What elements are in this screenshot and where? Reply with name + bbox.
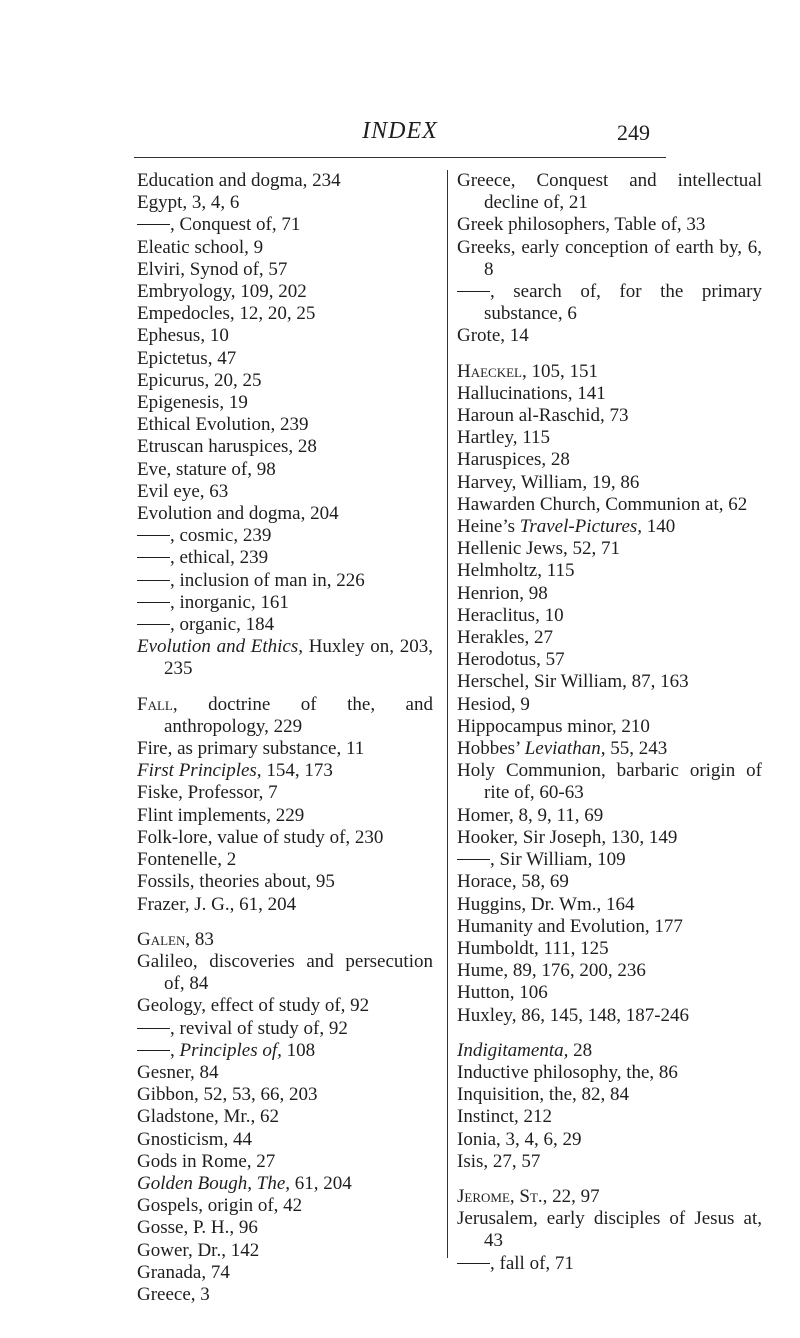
entry-text: , ethical, 239 [170,547,269,569]
index-entry [137,1262,433,1284]
index-subentry [137,614,433,636]
entry-text: Henrion, 98 [457,582,548,604]
index-entry [457,1040,762,1062]
entry-text: Humboldt, 111, 125 [457,937,609,959]
entry-text: 154, 173 [261,760,333,782]
index-subentry [457,1253,762,1275]
entry-text: Golden Bough, The, [137,1172,291,1194]
index-entry [457,361,762,383]
repeat-dash [137,535,170,536]
index-entry [457,583,762,605]
index-entry [137,192,433,214]
letter-group-gap [457,1173,762,1186]
repeat-dash [137,557,170,558]
entry-text: 55, 243 [605,738,668,760]
index-entry [457,982,762,1004]
entry-text: Empedocles, 12, 20, 25 [137,303,316,325]
entry-text: Herschel, Sir William, 87, 163 [457,671,689,693]
entry-text: , cosmic, 239 [170,525,272,547]
entry-text: Galileo, discoveries and persecution of, 84 [137,950,433,995]
repeat-dash [137,1028,170,1029]
entry-text: Helmholtz, 115 [457,560,575,582]
entry-text: Hallucinations, 141 [457,382,606,404]
entry-text: Gesner, 84 [137,1061,219,1083]
index-entry [137,636,433,680]
entry-text: Education and dogma, 234 [137,170,341,191]
entry-text: Fiske, Professor, 7 [137,782,278,804]
entry-text: 61, 204 [290,1172,352,1194]
repeat-dash [137,602,170,603]
index-entry [457,1062,762,1084]
index-entry [137,259,433,281]
index-subentry [137,525,433,547]
index-entry [457,405,762,427]
column-divider [447,170,448,1258]
index-subentry [137,1040,433,1062]
index-entry [137,459,433,481]
repeat-dash [137,1050,170,1051]
entry-text: Flint implements, 229 [137,804,305,826]
index-entry [457,805,762,827]
index-entry [457,1106,762,1128]
entry-text: Epictetus, 47 [137,347,237,369]
index-subentry [137,1018,433,1040]
index-entry [457,1084,762,1106]
index-entry [457,538,762,560]
index-entry [457,170,762,214]
entry-text: , organic, 184 [170,614,275,636]
index-entry [457,472,762,494]
index-entry [457,960,762,982]
entry-text: , inorganic, 161 [170,591,289,613]
index-entry [137,1084,433,1106]
index-entry [457,827,762,849]
entry-text: Gibbon, 52, 53, 66, 203 [137,1084,318,1106]
index-column-right [457,170,762,1275]
entry-text: Eve, stature of, 98 [137,458,276,480]
entry-text: Epicurus, 20, 25 [137,369,262,391]
entry-text: Huggins, Dr. Wm., 164 [457,893,635,915]
entry-text: Travel-Pictures, [519,516,643,538]
index-entry [137,281,433,303]
index-entry [137,392,433,414]
entry-text: Geology, effect of study of, 92 [137,995,370,1017]
entry-text: Instinct, 212 [457,1106,552,1128]
entry-text: Horace, 58, 69 [457,871,569,893]
entry-text: Fall, [137,693,178,715]
running-head-title: INDEX [362,118,438,144]
entry-text: Huxley, 86, 145, 148, 187-246 [457,1004,690,1026]
entry-text: , [170,1039,180,1061]
index-entry [137,894,433,916]
entry-text: Inductive philosophy, the, 86 [457,1061,678,1083]
index-entry [137,849,433,871]
entry-text: Egypt, 3, 4, 6 [137,192,240,214]
index-entry [137,929,433,951]
page-number: 249 [617,120,650,145]
entry-text: 105, 151 [526,360,598,382]
entry-text: Ephesus, 10 [137,325,229,347]
index-entry [137,738,433,760]
entry-text: Elviri, Synod of, 57 [137,258,288,280]
entry-text: Fontenelle, 2 [137,849,237,871]
index-entry [137,1129,433,1151]
index-entry [457,1005,762,1027]
index-entry [457,894,762,916]
index-entry [457,627,762,649]
index-entry [457,449,762,471]
entry-text: Herakles, 27 [457,627,554,649]
entry-text: Hooker, Sir Joseph, 130, 149 [457,826,678,848]
index-entry [457,716,762,738]
index-entry [137,348,433,370]
entry-text: Hutton, 106 [457,982,548,1004]
entry-text: 22, 97 [547,1185,600,1207]
index-entry [137,481,433,503]
entry-text: Hesiod, 9 [457,693,530,715]
entry-text: Galen, [137,928,191,950]
index-entry [137,782,433,804]
entry-text: Gnosticism, 44 [137,1128,253,1150]
index-entry [137,805,433,827]
letter-group-gap [137,916,433,929]
index-entry [137,237,433,259]
entry-text: , fall of, 71 [490,1252,574,1274]
index-entry [457,760,762,804]
index-entry [457,427,762,449]
entry-text: Holy Communion, barbaric origin of rite of, 60-63 [457,760,762,804]
entry-text: Harvey, William, 19, 86 [457,471,640,493]
entry-text: Greece, Conquest and intellectual decline of, 21 [457,170,762,214]
index-entry [137,325,433,347]
index-entry [137,414,433,436]
entry-text: Herodotus, 57 [457,649,565,671]
index-entry [137,951,433,995]
index-subentry [137,547,433,569]
index-entry [457,671,762,693]
entry-text: Granada, 74 [137,1261,230,1283]
index-subentry [457,849,762,871]
entry-text: Gods in Rome, 27 [137,1150,276,1172]
index-entry [137,170,433,192]
entry-text: Gower, Dr., 142 [137,1239,260,1261]
entry-text: Haeckel, [457,360,527,382]
entry-text: 83 [190,928,214,950]
index-entry [137,1106,433,1128]
entry-text: Greeks, early conception of earth by, 6, 8 [457,236,762,280]
entry-text: Inquisition, the, 82, 84 [457,1084,630,1106]
entry-text: 108 [281,1039,316,1061]
entry-text: Hobbes’ [457,738,525,760]
entry-text: Etruscan haruspices, 28 [137,436,317,458]
entry-text: Heraclitus, 10 [457,604,564,626]
repeat-dash [137,224,170,225]
index-column-left [137,170,433,1306]
index-entry [457,1208,762,1252]
entry-text: , revival of study of, 92 [170,1017,348,1039]
entry-text: Ethical Evolution, 239 [137,414,309,436]
index-entry [137,1173,433,1195]
index-entry [457,916,762,938]
index-entry [457,1186,762,1208]
entry-text: Gospels, origin of, 42 [137,1195,303,1217]
index-entry [457,694,762,716]
entry-text: , Conquest of, 71 [170,214,301,236]
entry-text: Humanity and Evolution, 177 [457,915,683,937]
entry-text: Greece, 3 [137,1283,210,1305]
entry-text: First Principles, [137,760,262,782]
index-entry [137,1240,433,1262]
entry-text: , Sir William, 109 [490,849,626,871]
entry-text: Gosse, P. H., 96 [137,1217,258,1239]
index-entry [137,1217,433,1239]
entry-text: Folk-lore, value of study of, 230 [137,826,384,848]
entry-text: Fossils, theories about, 95 [137,871,335,893]
entry-text: Haroun al-Raschid, 73 [457,405,629,427]
index-entry [457,516,762,538]
repeat-dash [457,1263,490,1264]
entry-text: Jerome, St., [457,1185,548,1207]
entry-text: Eleatic school, 9 [137,236,264,258]
entry-text: Evil eye, 63 [137,480,229,502]
entry-text: Homer, 8, 9, 11, 69 [457,804,604,826]
entry-text: Leviathan, [524,738,606,760]
letter-group-gap [457,348,762,361]
repeat-dash [137,580,170,581]
entry-text: , search of, for the primary substance, 6 [484,281,762,325]
repeat-dash [137,624,170,625]
entry-text: 28 [568,1039,593,1061]
entry-text: Grote, 14 [457,325,529,347]
index-entry [137,436,433,458]
entry-text: Evolution and dogma, 204 [137,503,339,525]
index-entry [457,738,762,760]
letter-group-gap [457,1027,762,1040]
entry-text: Fire, as primary substance, 11 [137,738,365,760]
index-entry [137,303,433,325]
repeat-dash [457,859,490,860]
entry-text: , inclusion of man in, 226 [170,569,365,591]
entry-text: Jerusalem, early disciples of Jesus at, 43 [457,1208,762,1252]
index-subentry [137,214,433,236]
index-subentry [137,592,433,614]
entry-text: Hartley, 115 [457,427,551,449]
index-entry [457,383,762,405]
index-entry [457,649,762,671]
index-entry [457,214,762,236]
repeat-dash [457,291,490,292]
index-entry [137,995,433,1017]
index-entry [457,325,762,347]
entry-text: Hume, 89, 176, 200, 236 [457,960,646,982]
entry-text: Isis, 27, 57 [457,1150,541,1172]
index-entry [457,1151,762,1173]
entry-text: Ionia, 3, 4, 6, 29 [457,1128,582,1150]
header-rule [134,157,666,158]
entry-text: Huxley on, 203, 235 [164,636,433,680]
index-entry [137,1284,433,1306]
index-entry [457,938,762,960]
index-entry [137,503,433,525]
index-entry [457,494,762,516]
letter-group-gap [137,681,433,694]
entry-text: Hellenic Jews, 52, 71 [457,538,621,560]
entry-text: 140 [642,516,676,538]
entry-text: Heine’s [457,516,520,538]
entry-text: Greek philosophers, Table of, 33 [457,214,706,236]
index-entry [137,370,433,392]
index-subentry [457,281,762,325]
index-entry [137,1062,433,1084]
index-entry [137,871,433,893]
entry-text: Frazer, J. G., 61, 204 [137,893,297,915]
index-entry [457,605,762,627]
entry-text: Hippocampus minor, 210 [457,715,650,737]
entry-text: Epigenesis, 19 [137,392,248,414]
entry-text: Haruspices, 28 [457,449,570,471]
entry-text: Hawarden Church, Communion at, 62 [457,493,748,515]
index-entry [457,1129,762,1151]
index-subentry [137,570,433,592]
index-entry [137,1151,433,1173]
entry-text: Evolution and Ethics, [137,636,303,658]
index-entry [137,827,433,849]
index-entry [137,760,433,782]
index-entry [137,694,433,738]
index-entry [457,560,762,582]
entry-text: doctrine of the, and anthropology, 229 [164,693,433,737]
index-entry [457,871,762,893]
entry-text: Indigitamenta, [457,1039,569,1061]
entry-text: Principles of, [179,1039,282,1061]
entry-text: Gladstone, Mr., 62 [137,1106,279,1128]
index-entry [137,1195,433,1217]
entry-text: Embryology, 109, 202 [137,281,307,303]
index-entry [457,237,762,281]
